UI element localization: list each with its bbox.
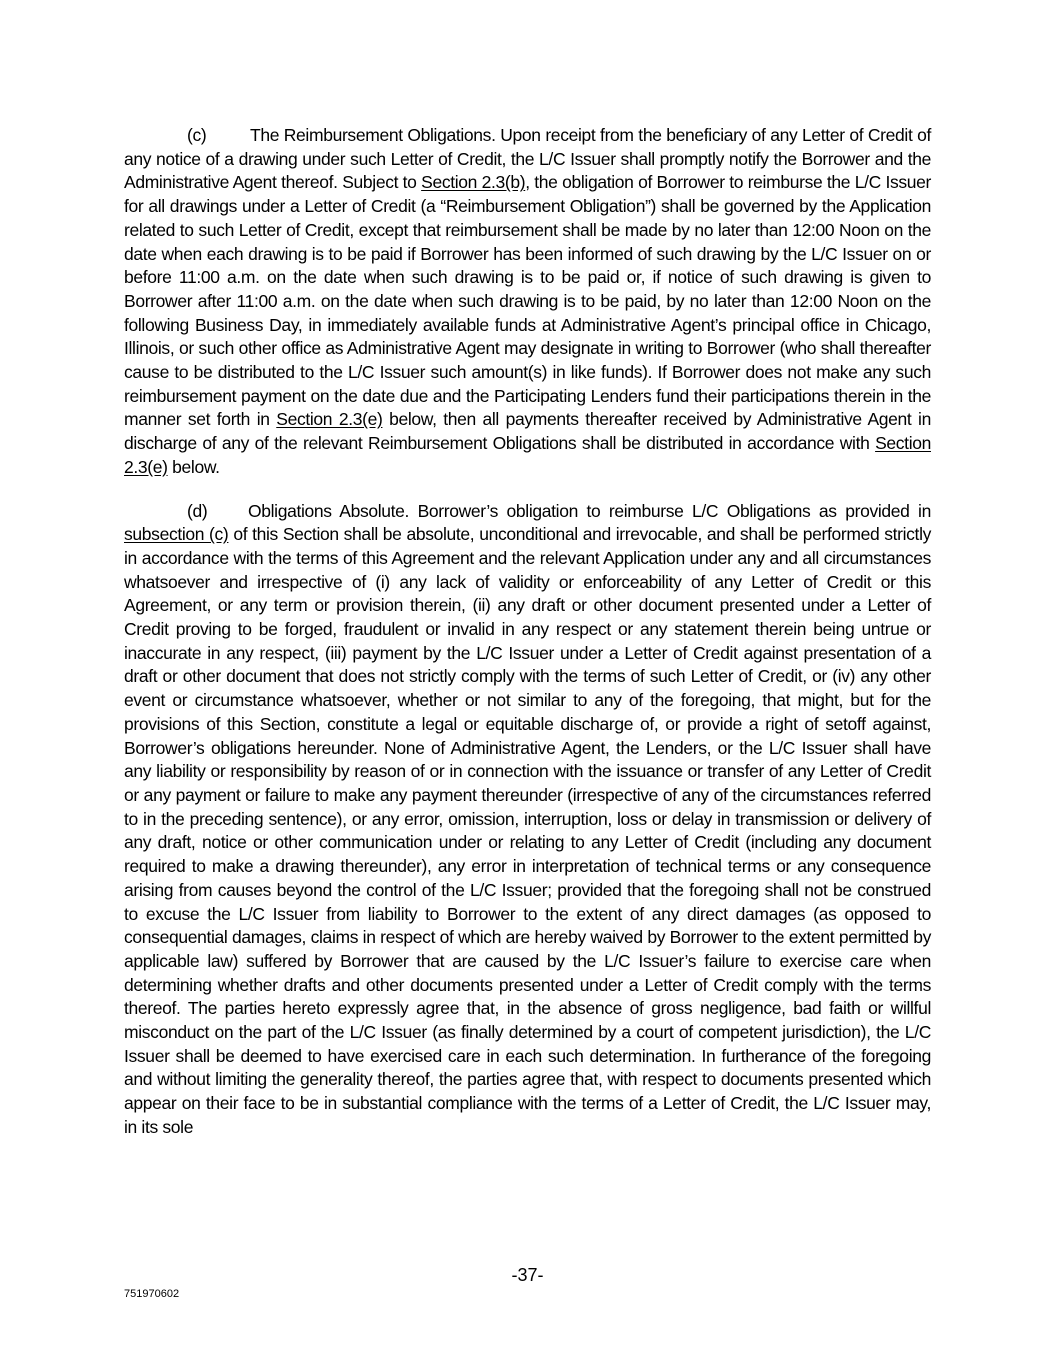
paragraph-d	[124, 500, 931, 1140]
paragraph-c-text-3: below, then all payments thereafter received by Administrative Agent in discharge of any of the relevant Reimbursement Obligations shall be distributed in accordance with	[124, 409, 931, 454]
paragraph-d-heading: Obligations Absolute.	[248, 500, 410, 521]
paragraph-d-text-1: Borrower’s obligation to reimburse L/C Obligations as provided in	[409, 500, 931, 521]
document-body	[124, 124, 931, 1140]
paragraph-d-text-2: of this Section shall be absolute, unconditional and irrevocable, and shall be performed strictly in accordance with the terms of this Agreement and the relevant Application under any and all circumstances whatsoever and irrespective of (i) any lack of validity or enforceability of any Letter of Credit or this Agreement, or any term or provision therein, (ii) any draft or other document presented under a Letter of Credit proving to be forged, fraudulent or invalid in any respect or any statement therein being untrue or inaccurate in any respect, (iii) payment by the L/C Issuer under a Letter of Credit against presentation of a draft or other document that does not strictly comply with the terms of such Letter of Credit, or (iv) any other event or circumstance whatsoever, whether or not similar to any of the foregoing, that might, but for the provisions of this Section, constitute a legal or equitable discharge of, or provide a right of setoff against, Borrower’s obligations hereunder. None of Administrative Agent, the Lenders, or the L/C Issuer shall have any liability or responsibility by reason of or in connection with the issuance or transfer of any Letter of Credit or any payment or failure to make any payment thereunder (irrespective of any of the circumstances referred to in the preceding sentence), or any error, omission, interruption, loss or delay in transmission or delivery of any draft, notice or other communication under or relating to any Letter of Credit (including any document required to make a drawing thereunder), any error in interpretation of technical terms or any consequence arising from causes beyond the control of the L/C Issuer; provided that the foregoing shall not be construed to excuse the L/C Issuer from liability to Borrower to the extent of any direct damages (as opposed to consequential damages, claims in respect of which are hereby waived by Borrower to the extent permitted by applicable law) suffered by Borrower that are caused by the L/C Issuer’s failure to exercise care when determining whether drafts and other documents presented under a Letter of Credit comply with the terms thereof. The parties hereto expressly agree that, in the absence of gross negligence, bad faith or willful misconduct on the part of the L/C Issuer (as finally determined by a court of competent jurisdiction), the L/C Issuer shall be deemed to have exercised care in each such determination. In furtherance of the foregoing and without limiting the generality thereof, the parties agree that, with respect to documents presented which appear on their face to be in substantial compliance with the terms of a Letter of Credit, the L/C Issuer may, in its sole	[124, 524, 932, 1137]
document-id: 751970602	[124, 1288, 180, 1300]
page-number: -37-	[511, 1265, 544, 1285]
paragraph-c-label: (c)	[187, 125, 207, 145]
section-ref-2-3-e: Section 2.3(e)	[276, 409, 383, 430]
section-ref-2-3-b: Section 2.3(b)	[421, 172, 526, 193]
paragraph-c	[124, 124, 931, 480]
paragraph-c-text-1: Upon receipt from the beneficiary of any Letter of Credit of any notice of a drawing under such Letter of Credit, the L/C Issuer shall promptly notify the Borrower and the Administrative Agent thereof. Subject to	[124, 125, 931, 193]
subsection-ref-c: subsection (c)	[124, 524, 229, 545]
paragraph-d-label: (d)	[187, 500, 208, 521]
section-ref-2-3-e-second: Section 2.3(e)	[124, 433, 931, 477]
paragraph-c-text-4: below.	[167, 456, 220, 477]
paragraph-c-text-2: , the obligation of Borrower to reimburse the L/C Issuer for all drawings under a Letter of Credit (a “Reimbursement Obligation”) shall be governed by the Application related to such Letter of Credit, except that reimbursement shall be made by no later than 12:00 Noon on the date when each drawing is to be paid if Borrower has been informed of such drawing by the L/C Issuer on or before 11:00 a.m. on the date when such drawing is to be paid or, if notice of such drawing is given to Borrower after 11:00 a.m. on the date when such drawing is to be paid, by no later than 12:00 Noon on the following Business Day, in immediately available funds at Administrative Agent’s principal office in Chicago, Illinois, or such other office as Administrative Agent may designate in writing to Borrower (who shall thereafter cause to be distributed to the L/C Issuer such amount(s) in like funds). If Borrower does not make any such reimbursement payment on the date due and the Participating Lenders fund their participations therein in the manner set forth in	[124, 172, 932, 430]
paragraph-c-heading: The Reimbursement Obligations.	[250, 125, 496, 145]
